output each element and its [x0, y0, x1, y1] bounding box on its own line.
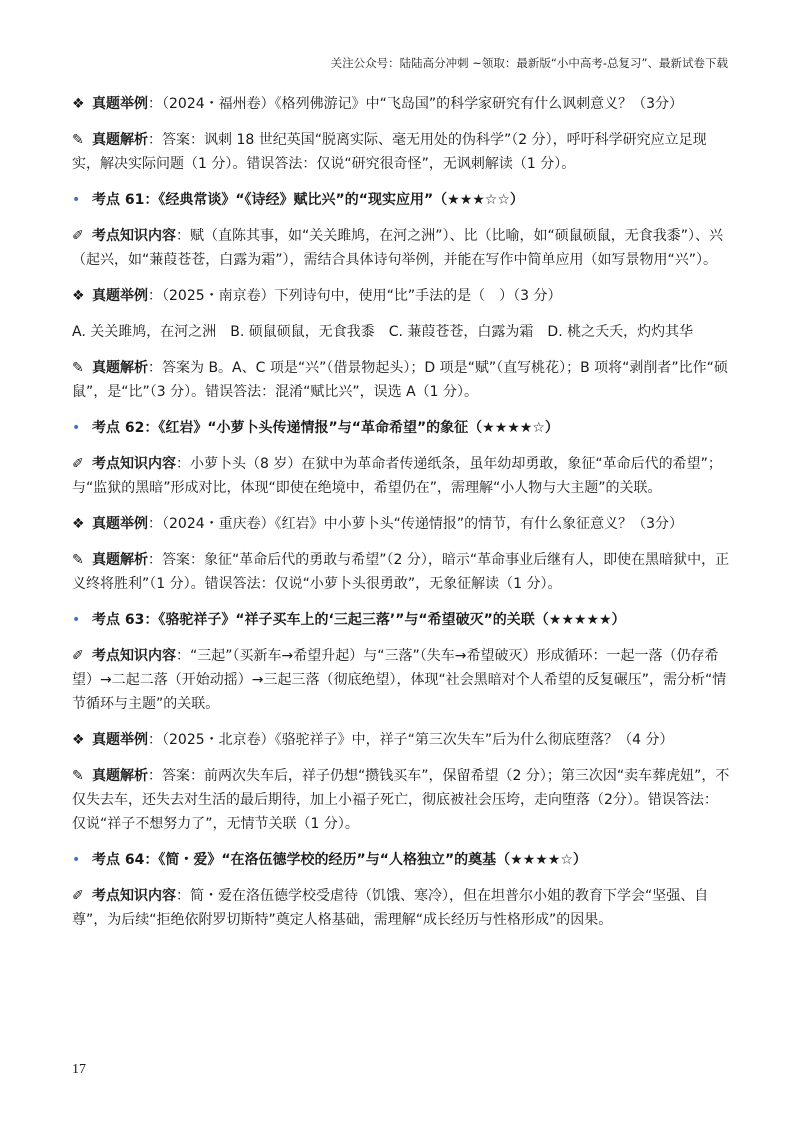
analysis-label: 真题解析 — [92, 552, 148, 568]
example-label: 真题举例 — [92, 516, 148, 532]
knowledge-label: 考点知识内容 — [92, 888, 176, 904]
example-text: ：（2024・重庆卷）《红岩》中小萝卜头“传递情报”的情节，有什么象征意义？（3分） — [148, 516, 684, 532]
analysis-label: 真题解析 — [92, 132, 148, 148]
exam-point-heading — [72, 188, 730, 212]
bullet-icon: • — [72, 612, 81, 628]
example-paragraph — [72, 284, 730, 308]
pencil-icon: ✎ — [72, 132, 84, 148]
exam-point-title: 考点 64：《简・爱》“在洛伍德学校的经历”与“人格独立”的奠基（★★★★☆） — [92, 852, 587, 868]
knowledge-paragraph — [72, 884, 730, 932]
diamond-icon: ❖ — [72, 96, 85, 112]
analysis-label: 真题解析 — [92, 768, 148, 784]
analysis-paragraph — [72, 764, 730, 836]
knowledge-text: ：“三起”（买新车→希望升起）与“三落”（失车→希望破灭）形成循环：一起一落（仍存希望）→二起二落（开始动摇）→三起三落（彻底绝望），体现“社会黑暗对个人希望的反复碾压”，需分析“情节循环与主题”的关联。 — [72, 648, 727, 712]
example-text: ：（2025・北京卷）《骆驼祥子》中，祥子“第三次失车”后为什么彻底堕落？（4 分） — [148, 732, 674, 748]
knowledge-paragraph — [72, 452, 730, 500]
pencil-icon: ✐ — [72, 648, 84, 664]
pencil-icon: ✐ — [72, 228, 84, 244]
knowledge-text: ：小萝卜头（8 岁）在狱中为革命者传递纸条，虽年幼却勇敢，象征“革命后代的希望”；与“监狱的黑暗”形成对比，体现“即使在绝境中，希望仍在”，需理解“小人物与大主题”的关联。 — [72, 456, 722, 496]
example-label: 真题举例 — [92, 732, 148, 748]
exam-point-title: 考点 63：《骆驼祥子》“祥子买车上的‘三起三落’”与“希望破灭”的关联（★★★★★） — [92, 612, 626, 628]
exam-point-heading — [72, 416, 730, 440]
pencil-icon: ✎ — [72, 768, 84, 784]
pencil-icon: ✐ — [72, 456, 84, 472]
analysis-paragraph — [72, 128, 730, 176]
diamond-icon: ❖ — [72, 732, 85, 748]
exam-point-title: 考点 61：《经典常谈》“《诗经》赋比兴”的“现实应用”（★★★☆☆） — [92, 192, 524, 208]
example-paragraph — [72, 92, 730, 116]
exam-point-title: 考点 62：《红岩》“小萝卜头传递情报”与“革命希望”的象征（★★★★☆） — [92, 420, 559, 436]
bullet-icon: • — [72, 192, 81, 208]
exam-point-heading — [72, 608, 730, 632]
bullet-icon: • — [72, 420, 81, 436]
analysis-label: 真题解析 — [92, 360, 148, 376]
pencil-icon: ✐ — [72, 888, 84, 904]
diamond-icon: ❖ — [72, 516, 85, 532]
example-text: ：（2024・福州卷）《格列佛游记》中“飞岛国”的科学家研究有什么讽刺意义？（3分） — [148, 96, 684, 112]
diamond-icon: ❖ — [72, 288, 85, 304]
knowledge-label: 考点知识内容 — [92, 228, 176, 244]
page-number: 17 — [72, 1062, 86, 1077]
example-label: 真题举例 — [92, 288, 148, 304]
pencil-icon: ✎ — [72, 360, 84, 376]
bullet-icon: • — [72, 852, 81, 868]
analysis-text: ：答案：象征“革命后代的勇敢与希望”（2 分），暗示“革命事业后继有人，即使在黑暗狱中，正义终将胜利”（1 分）。错误答法：仅说“小萝卜头很勇敢”，无象征解读（1 分）。 — [72, 552, 730, 592]
answer-options: A. 关关雎鸠，在河之洲 B. 硕鼠硕鼠，无食我黍 C. 蒹葭苍苍，白露为霜 D. 桃之夭夭，灼灼其华 — [72, 324, 694, 340]
analysis-text: ：答案：前两次失车后，祥子仍想“攒钱买车”，保留希望（2 分）；第三次因“卖车葬虎妞”，不仅失去车，还失去对生活的最后期待，加上小福子死亡，彻底被社会压垮，走向堕落（2分）。错误答法：仅说“祥子不想努力了”，无情节关联（1 分）。 — [72, 768, 730, 832]
knowledge-text: ：简・爱在洛伍德学校受虐待（饥饿、寒冷），但在坦普尔小姐的教育下学会“坚强、自尊”，为后续“拒绝依附罗切斯特”奠定人格基础，需理解“成长经历与性格形成”的因果。 — [72, 888, 709, 928]
page-content — [72, 92, 730, 944]
analysis-paragraph — [72, 548, 730, 596]
example-text: ：（2025・南京卷）下列诗句中，使用“比”手法的是（ ）（3 分） — [148, 288, 562, 304]
knowledge-label: 考点知识内容 — [92, 456, 176, 472]
example-paragraph — [72, 728, 730, 752]
example-paragraph — [72, 512, 730, 536]
pencil-icon: ✎ — [72, 552, 84, 568]
example-label: 真题举例 — [92, 96, 148, 112]
exam-point-heading — [72, 848, 730, 872]
page-header: 关注公众号：陆陆高分冲刺 ~领取：最新版“小中高考-总复习”、最新试卷下载 — [330, 56, 728, 70]
analysis-text: ：答案为 B。A、C 项是“兴”（借景物起头）；D 项是“赋”（直写桃花）；B 项将“剥削者”比作“硕鼠”，是“比”（3 分）。错误答法：混淆“赋比兴”，误选 A（1 分）。 — [72, 360, 728, 400]
analysis-paragraph — [72, 356, 730, 404]
analysis-text: ：答案：讽刺 18 世纪英国“脱离实际、毫无用处的伪科学”（2 分），呼吁科学研究应立足现实，解决实际问题（1 分）。错误答法：仅说“研究很奇怪”，无讽刺解读（1 分）。 — [72, 132, 707, 172]
knowledge-paragraph — [72, 644, 730, 716]
knowledge-text: ：赋（直陈其事，如“关关雎鸠，在河之洲”）、比（比喻，如“硕鼠硕鼠，无食我黍”）、兴（起兴，如“蒹葭苍苍，白露为霜”），需结合具体诗句举例，并能在写作中简单应用（如写景物用“兴”）。 — [72, 228, 724, 268]
knowledge-paragraph — [72, 224, 730, 272]
knowledge-label: 考点知识内容 — [92, 648, 176, 664]
